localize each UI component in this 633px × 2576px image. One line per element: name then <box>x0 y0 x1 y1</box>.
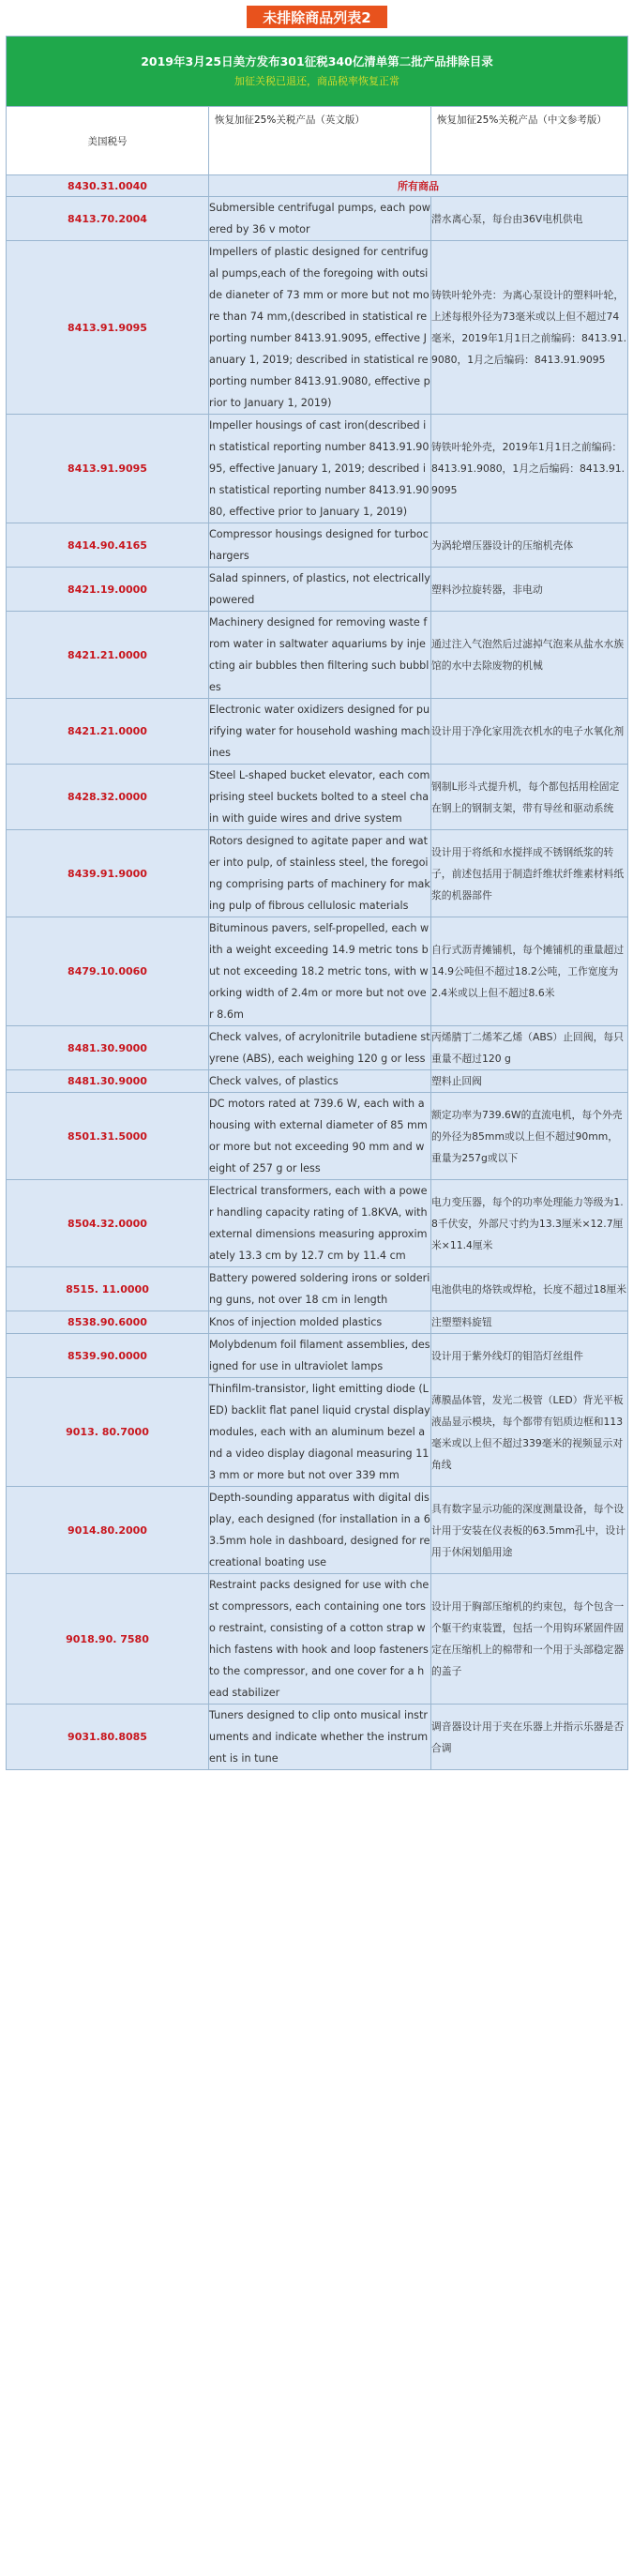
table-row <box>7 1267 628 1311</box>
header-english: 恢复加征25%关税产品（英文版） <box>209 107 431 175</box>
tariff-code: 8539.90.0000 <box>7 1334 209 1378</box>
table-row <box>7 1180 628 1267</box>
tariff-code: 8504.32.0000 <box>7 1180 209 1267</box>
table-row <box>7 1026 628 1070</box>
table-row <box>7 765 628 830</box>
chinese-description: 设计用于胸部压缩机的约束包，每个包含一个躯干约束装置，包括一个用钩环紧固件固定在压缩机上的棉带和一个用于头部稳定器的盖子 <box>431 1574 628 1705</box>
table-row <box>7 1070 628 1093</box>
chinese-description: 设计用于将纸和水搅拌成不锈钢纸浆的转子，前述包括用于制造纤维状纤维素材料纸浆的机器部件 <box>431 830 628 917</box>
tariff-code: 8413.91.9095 <box>7 241 209 415</box>
english-description: Check valves, of acrylonitrile butadiene styrene (ABS), each weighing 120 g or less <box>209 1026 431 1070</box>
all-products-row <box>7 175 628 197</box>
header-code: 美国税号 <box>7 107 209 175</box>
tariff-code: 8421.19.0000 <box>7 568 209 612</box>
tariff-code: 8421.21.0000 <box>7 699 209 765</box>
tariff-code: 8428.32.0000 <box>7 765 209 830</box>
english-description: Compressor housings designed for turbochargers <box>209 523 431 568</box>
chinese-description: 设计用于净化家用洗衣机水的电子水氧化剂 <box>431 699 628 765</box>
chinese-description: 铸铁叶轮外壳，2019年1月1日之前编码：8413.91.9080，1月之后编码：8413.91.9095 <box>431 415 628 523</box>
table-row <box>7 1093 628 1180</box>
table-row <box>7 1574 628 1705</box>
chinese-description: 调音器设计用于夹在乐器上并指示乐器是否合调 <box>431 1705 628 1770</box>
english-description: Battery powered soldering irons or soldering guns, not over 18 cm in length <box>209 1267 431 1311</box>
english-description: Electronic water oxidizers designed for purifying water for household washing machines <box>209 699 431 765</box>
table-row <box>7 612 628 699</box>
tariff-code: 8413.70.2004 <box>7 197 209 241</box>
tariff-code: 8413.91.9095 <box>7 415 209 523</box>
table-row <box>7 699 628 765</box>
english-description: Tuners designed to clip onto musical instruments and indicate whether the instrument is in tune <box>209 1705 431 1770</box>
table-row <box>7 1334 628 1378</box>
table-row <box>7 523 628 568</box>
table-row <box>7 241 628 415</box>
chinese-description: 塑料止回阀 <box>431 1070 628 1093</box>
tariff-code: 8414.90.4165 <box>7 523 209 568</box>
chinese-description: 电力变压器，每个的功率处理能力等级为1.8千伏安，外部尺寸约为13.3厘米×12.7厘米×11.4厘米 <box>431 1180 628 1267</box>
header-chinese: 恢复加征25%关税产品（中文参考版） <box>431 107 628 175</box>
tariff-code: 9013. 80.7000 <box>7 1378 209 1487</box>
chinese-description: 塑料沙拉旋转器，非电动 <box>431 568 628 612</box>
table-row <box>7 197 628 241</box>
banner-title: 2019年3月25日美方发布301征税340亿清单第二批产品排除目录 <box>141 54 493 68</box>
tariff-code: 8538.90.6000 <box>7 1311 209 1334</box>
english-description: Depth-sounding apparatus with digital display, each designed (for installation in a 63.5mm hole in dashboard, designed for recreational boating use <box>209 1487 431 1574</box>
chinese-description: 潜水离心泵，每台由36V电机供电 <box>431 197 628 241</box>
chinese-description: 为涡轮增压器设计的压缩机壳体 <box>431 523 628 568</box>
english-description: Electrical transformers, each with a power handling capacity rating of 1.8KVA, with external dimensions measuring approximately 13.3 cm by 12.7 cm by 11.4 cm <box>209 1180 431 1267</box>
tariff-code: 8430.31.0040 <box>7 175 209 197</box>
tariff-code: 8479.10.0060 <box>7 917 209 1026</box>
english-description: Impellers of plastic designed for centrifugal pumps,each of the foregoing with outside dianeter of 73 mm or more but not more than 74 mm,(described in statistical reporting number 8413.91.9095, effective January 1, 2019; described in statistical reporting number 8413.91.9080, effective prior to January 1, 2019) <box>209 241 431 415</box>
tariff-code: 8481.30.9000 <box>7 1026 209 1070</box>
english-description: Salad spinners, of plastics, not electrically powered <box>209 568 431 612</box>
exclusion-table <box>6 36 628 1770</box>
english-description: DC motors rated at 739.6 W, each with a housing with external diameter of 85 mm or more but not exceeding 90 mm and weight of 257 g or less <box>209 1093 431 1180</box>
chinese-description: 具有数字显示功能的深度测量设备，每个设计用于安装在仪表板的63.5mm孔中，设计用于休闲划船用途 <box>431 1487 628 1574</box>
tariff-code: 8481.30.9000 <box>7 1070 209 1093</box>
english-description: Rotors designed to agitate paper and water into pulp, of stainless steel, the foregoing comprising parts of machinery for making pulp of fibrous cellulosic materials <box>209 830 431 917</box>
english-description: Bituminous pavers, self-propelled, each with a weight exceeding 14.9 metric tons but not exceeding 18.2 metric tons, with working width of 2.4m or more but not over 8.6m <box>209 917 431 1026</box>
tariff-code: 8515. 11.0000 <box>7 1267 209 1311</box>
all-products-label: 所有商品 <box>209 175 628 197</box>
chinese-description: 额定功率为739.6W的直流电机，每个外壳的外径为85mm或以上但不超过90mm，重量为257g或以下 <box>431 1093 628 1180</box>
tariff-code: 8421.21.0000 <box>7 612 209 699</box>
list-title-badge: 未排除商品列表2 <box>247 6 387 28</box>
table-row <box>7 1311 628 1334</box>
tariff-code: 8501.31.5000 <box>7 1093 209 1180</box>
english-description: Impeller housings of cast iron(described in statistical reporting number 8413.91.9095, effective January 1, 2019; described in statistical reporting number 8413.91.9080, effective prior to January 1, 2019) <box>209 415 431 523</box>
chinese-description: 铸铁叶轮外壳：为离心泵设计的塑料叶轮，上述每根外径为73毫米或以上但不超过74毫米，2019年1月1日之前编码：8413.91.9080，1月之后编码：8413.91.9095 <box>431 241 628 415</box>
english-description: Machinery designed for removing waste from water in saltwater aquariums by injecting air bubbles then filtering such bubbles <box>209 612 431 699</box>
table-row <box>7 830 628 917</box>
english-description: Restraint packs designed for use with chest compressors, each containing one torso restraint, consisting of a cotton strap which fastens with hook and loop fasteners to the compressor, and one cover for a head stabilizer <box>209 1574 431 1705</box>
chinese-description: 通过注入气泡然后过滤掉气泡来从盐水水族馆的水中去除废物的机械 <box>431 612 628 699</box>
tariff-code: 9018.90. 7580 <box>7 1574 209 1705</box>
english-description: Thinfilm-transistor, light emitting diode (LED) backlit flat panel liquid crystal display modules, each with an aluminum bezel and a video display diagonal measuring 113 mm or more but not over 339 mm <box>209 1378 431 1487</box>
chinese-description: 丙烯腈丁二烯苯乙烯（ABS）止回阀，每只重量不超过120 g <box>431 1026 628 1070</box>
table-row <box>7 1487 628 1574</box>
tariff-code: 9031.80.8085 <box>7 1705 209 1770</box>
table-row <box>7 568 628 612</box>
tariff-code: 9014.80.2000 <box>7 1487 209 1574</box>
table-header-row <box>7 107 628 175</box>
table-row <box>7 1705 628 1770</box>
english-description: Molybdenum foil filament assemblies, designed for use in ultraviolet lamps <box>209 1334 431 1378</box>
tariff-code: 8439.91.9000 <box>7 830 209 917</box>
english-description: Steel L-shaped bucket elevator, each comprising steel buckets bolted to a steel chain with guide wires and drive system <box>209 765 431 830</box>
table-row <box>7 917 628 1026</box>
table-banner <box>7 37 628 107</box>
chinese-description: 钢制L形斗式提升机，每个都包括用栓固定在钢上的钢制支架，带有导丝和驱动系统 <box>431 765 628 830</box>
banner-note: 加征关税已退还，商品税率恢复正常 <box>234 75 400 87</box>
english-description: Submersible centrifugal pumps, each powered by 36 v motor <box>209 197 431 241</box>
chinese-description: 注塑塑料旋钮 <box>431 1311 628 1334</box>
table-body <box>7 197 628 1770</box>
chinese-description: 薄膜晶体管，发光二极管（LED）背光平板液晶显示模块，每个都带有铝质边框和113毫米或以上但不超过339毫米的视频显示对角线 <box>431 1378 628 1487</box>
chinese-description: 自行式沥青摊铺机，每个摊铺机的重量超过14.9公吨但不超过18.2公吨，工作宽度为2.4米或以上但不超过8.6米 <box>431 917 628 1026</box>
table-row <box>7 1378 628 1487</box>
chinese-description: 电池供电的烙铁或焊枪，长度不超过18厘米 <box>431 1267 628 1311</box>
english-description: Check valves, of plastics <box>209 1070 431 1093</box>
english-description: Knos of injection molded plastics <box>209 1311 431 1334</box>
table-row <box>7 415 628 523</box>
chinese-description: 设计用于紫外线灯的钼箔灯丝组件 <box>431 1334 628 1378</box>
